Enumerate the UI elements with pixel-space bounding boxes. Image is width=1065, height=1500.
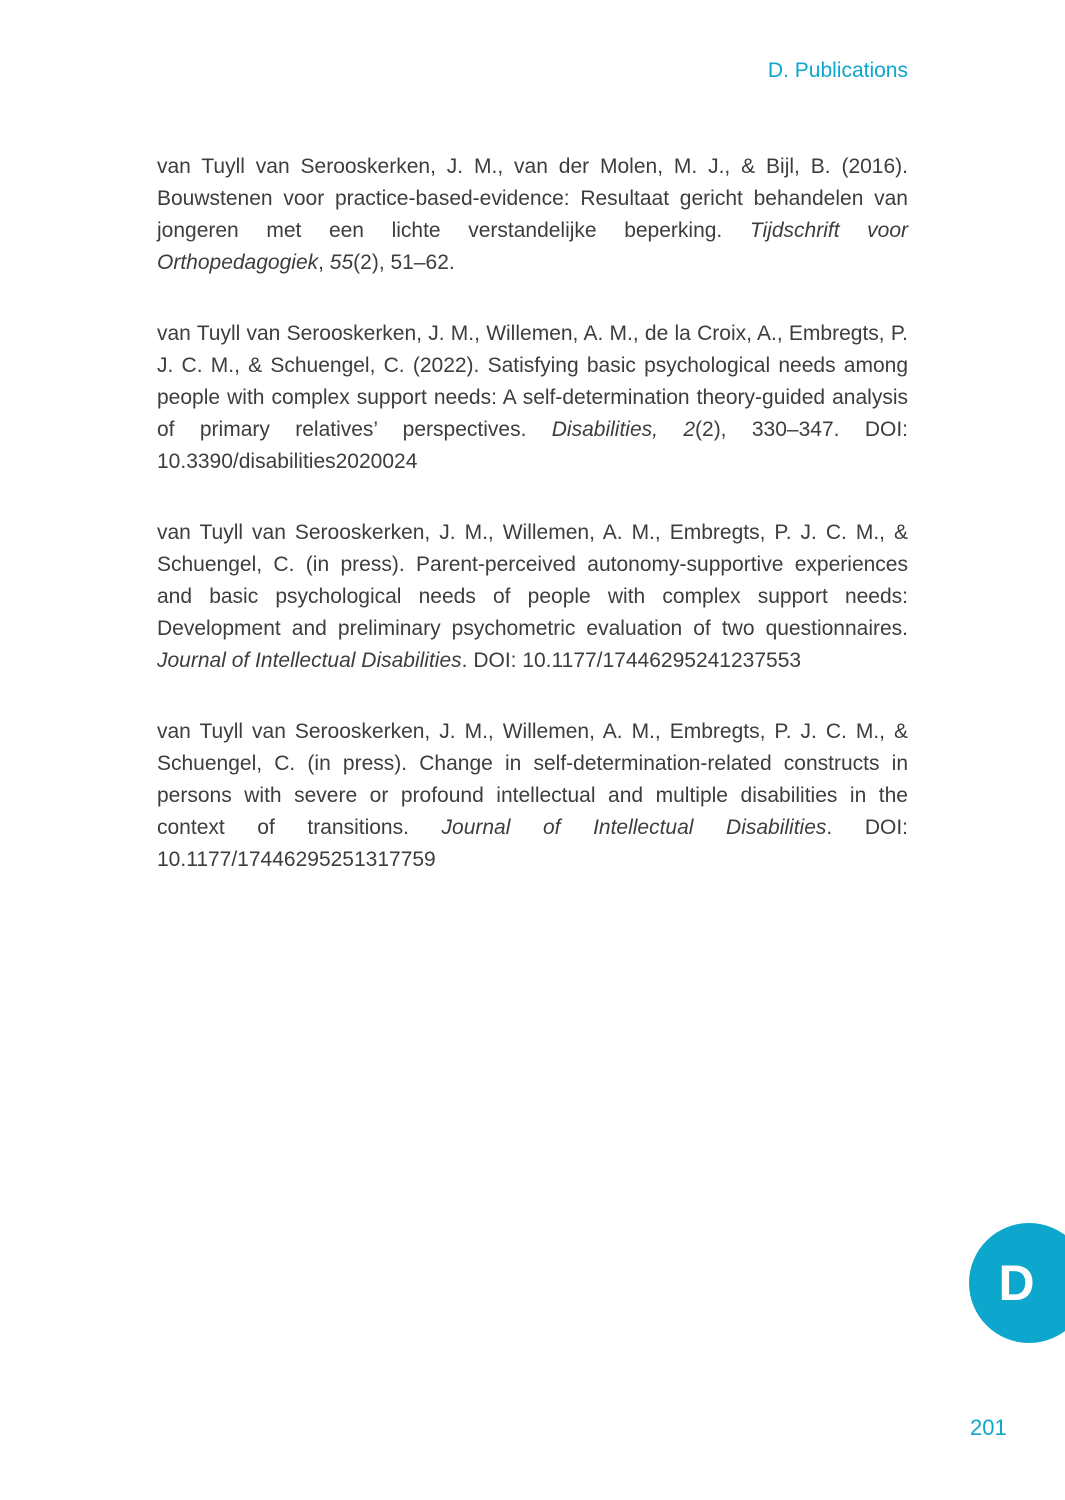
references-list: [157, 151, 908, 915]
running-header: D. Publications: [767, 59, 908, 82]
reference-entry: [157, 318, 908, 478]
reference-text-run: . DOI: 10.1177/17446295241237553: [461, 649, 802, 672]
reference-italic-run: Journal of Intellectual Disabilities: [441, 816, 827, 839]
reference-entry: [157, 716, 908, 876]
page-number: 201: [970, 1415, 1007, 1440]
section-tab-letter: D: [998, 1255, 1035, 1311]
reference-italic-run: Tijdschrift voor Orthopedagogiek: [157, 219, 908, 274]
section-tab-circle: [969, 1223, 1065, 1343]
reference-text-run: (2), 51–62.: [353, 251, 455, 274]
reference-text-run: (2), 330–347. DOI: 10.3390/disabilities2020024: [157, 418, 908, 473]
reference-text-run: van Tuyll van Serooskerken, J. M., Willemen, A. M., Embregts, P. J. C. M., & Schuengel, C. (in press). Change in self-determination-related constructs in persons with severe or profound intellectual and multiple disabilities in the context of transitions.: [157, 720, 908, 839]
reference-text-run: van Tuyll van Serooskerken, J. M., Willemen, A. M., de la Croix, A., Embregts, P. J. C. M., & Schuengel, C. (2022). Satisfying basic psychological needs among people with complex support needs: A self-determination theory-guided analysis of primary relatives’ perspectives.: [157, 322, 908, 441]
reference-entry: [157, 151, 908, 279]
reference-italic-run: Journal of Intellectual Disabilities: [157, 649, 462, 672]
reference-text-run: ,: [318, 251, 330, 274]
reference-text-run: van Tuyll van Serooskerken, J. M., van der Molen, M. J., & Bijl, B. (2016). Bouwstenen voor practice-based-evidence: Resultaat gericht behandelen van jongeren met een lichte verstandelijke beperking.: [157, 155, 908, 242]
reference-text-run: . DOI: 10.1177/17446295251317759: [157, 816, 908, 871]
reference-italic-run: 55: [329, 251, 354, 274]
reference-italic-run: Disabilities, 2: [551, 418, 696, 441]
reference-entry: [157, 517, 908, 677]
reference-text-run: van Tuyll van Serooskerken, J. M., Willemen, A. M., Embregts, P. J. C. M., & Schuengel, C. (in press). Parent-perceived autonomy-supportive experiences and basic psychological needs of people with complex support needs: Development and preliminary psychometric evaluation of two questionnaires.: [157, 521, 908, 640]
